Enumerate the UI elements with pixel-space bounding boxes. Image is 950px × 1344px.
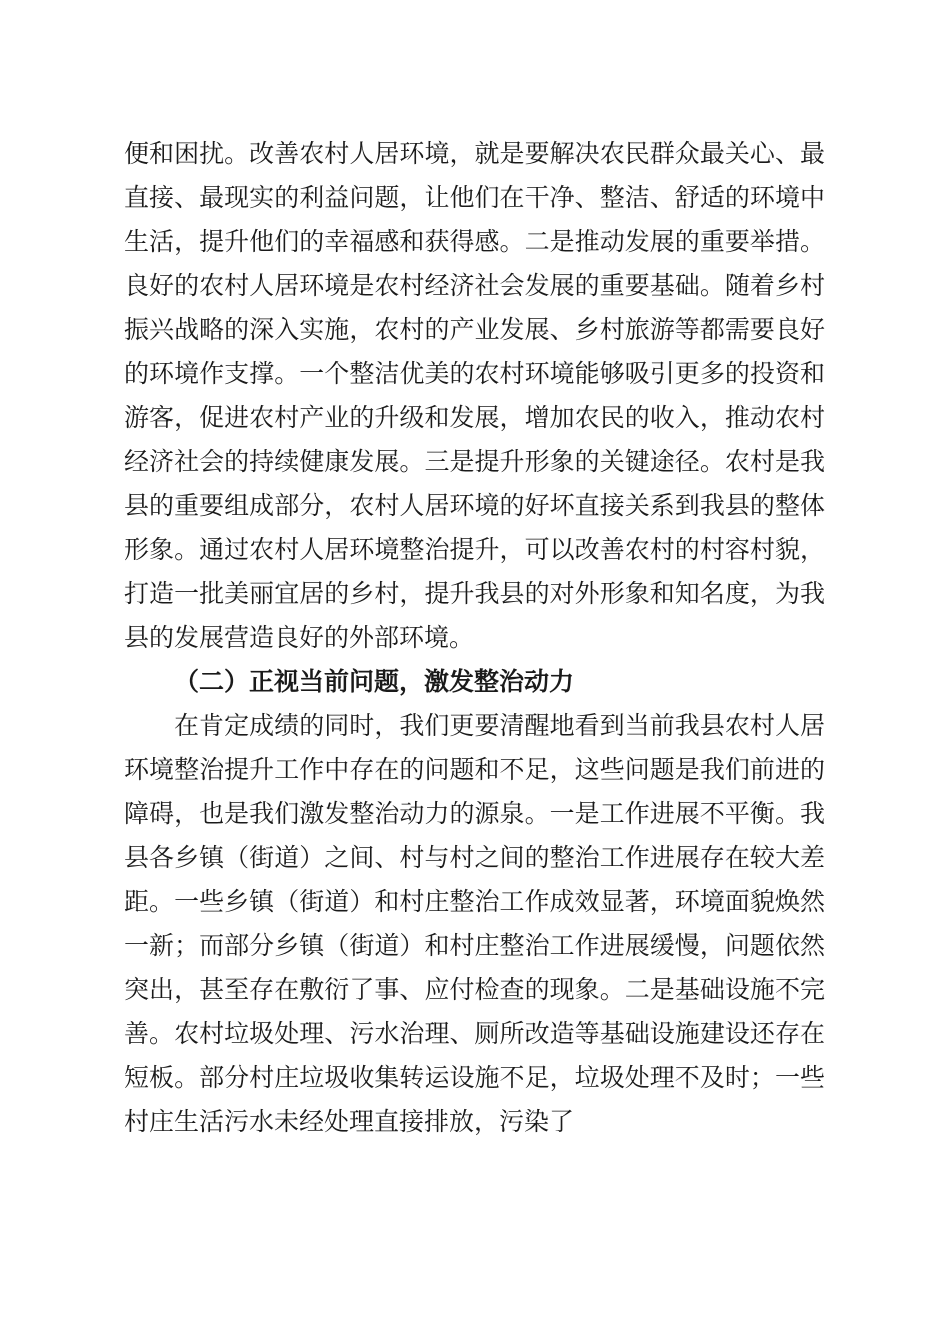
paragraph-problems: 在肯定成绩的同时，我们更要清醒地看到当前我县农村人居环境整治提升工作中存在的问题和不足，这些问题是我们前进的障碍，也是我们激发整治动力的源泉。一是工作进展不平衡。我县各乡镇（街道）之间、村与村之间的整治工作进展存在较大差距。一些乡镇（街道）和村庄整治工作成效显著，环境面貌焕然一新；而部分乡镇（街道）和村庄整治工作进展缓慢，问题依然突出，甚至存在敷衍了事、应付检查的现象。二是基础设施不完善。农村垃圾处理、污水治理、厕所改造等基础设施建设还存在短板。部分村庄垃圾收集转运设施不足，垃圾处理不及时；一些村庄生活污水未经处理直接排放，污染了 <box>124 711 825 1136</box>
paragraph-continued: 便和困扰。改善农村人居环境，就是要解决农民群众最关心、最直接、最现实的利益问题，让他们在干净、整洁、舒适的环境中生活，提升他们的幸福感和获得感。二是推动发展的重要举措。良好的农村人居环境是农村经济社会发展的重要基础。随着乡村振兴战略的深入实施，农村的产业发展、乡村旅游等都需要良好的环境作支撑。一个整洁优美的农村环境能够吸引更多的投资和游客，促进农村产业的升级和发展，增加农民的收入，推动农村经济社会的持续健康发展。三是提升形象的关键途径。农村是我县的重要组成部分，农村人居环境的好坏直接关系到我县的整体形象。通过农村人居环境整治提升，可以改善农村的村容村貌，打造一批美丽宜居的乡村，提升我县的对外形象和知名度，为我县的发展营造良好的外部环境。 <box>124 139 825 652</box>
section-heading: （二）正视当前问题，激发整治动力 <box>174 667 575 696</box>
document-body <box>124 132 825 1144</box>
